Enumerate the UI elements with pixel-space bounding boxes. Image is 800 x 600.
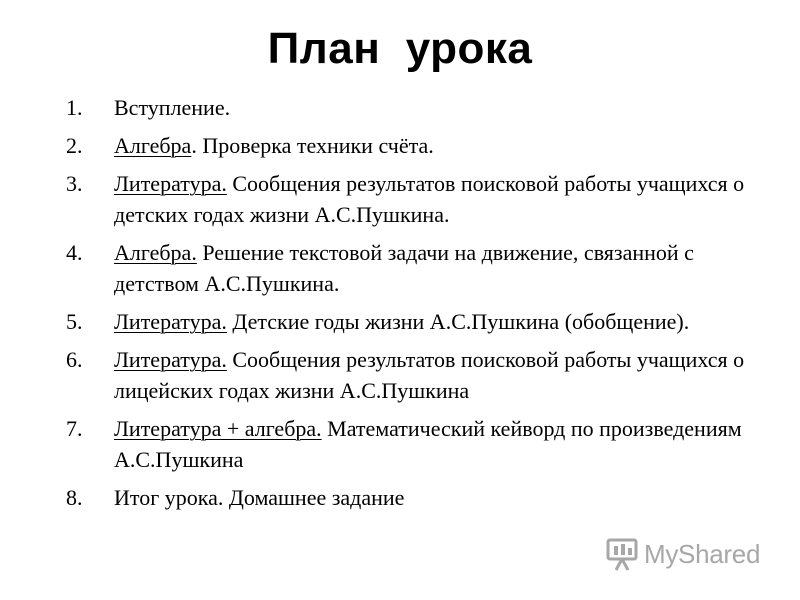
plan-item-4 <box>66 237 766 299</box>
item-text-wrapper <box>114 168 766 230</box>
item-subject: Литература. <box>114 171 227 196</box>
item-number: 6. <box>66 347 83 372</box>
item-subject: Литература. <box>114 309 227 334</box>
item-number: 7. <box>66 416 83 441</box>
plan-item-2 <box>66 130 766 161</box>
plan-item-1 <box>66 92 766 123</box>
item-text-wrapper <box>114 92 766 123</box>
item-text-wrapper <box>114 306 766 337</box>
item-subject: Алгебра <box>114 133 192 158</box>
item-number: 5. <box>66 309 83 334</box>
item-description: Сообщения результатов поисковой работы учащихся о детских годах жизни А.С.Пушкина. <box>114 171 745 227</box>
plan-item-6 <box>66 344 766 406</box>
item-number: 2. <box>66 133 83 158</box>
plan-item-7 <box>66 413 766 475</box>
plan-item-8 <box>66 482 766 513</box>
item-description: Вступление. <box>114 95 231 120</box>
item-description: Итог урока. Домашнее задание <box>114 485 405 510</box>
item-number: 8. <box>66 485 83 510</box>
myshared-watermark <box>606 536 760 572</box>
plan-item-3 <box>66 168 766 230</box>
item-subject: Литература. <box>114 347 227 372</box>
item-text-wrapper <box>114 237 766 299</box>
item-number: 3. <box>66 171 83 196</box>
item-subject: Алгебра. <box>114 240 197 265</box>
slide-title: План урока <box>267 24 533 73</box>
item-text-wrapper <box>114 130 766 161</box>
item-description: Детские годы жизни А.С.Пушкина (обобщение). <box>226 309 690 334</box>
item-description: Математический кейворд по произведениям А.С.Пушкина <box>114 416 742 472</box>
item-text-wrapper <box>114 413 766 475</box>
plan-item-5 <box>66 306 766 337</box>
item-description: Сообщения результатов поисковой работы учащихся о лицейских годах жизни А.С.Пушкина <box>114 347 745 403</box>
item-number: 1. <box>66 95 83 120</box>
presentation-board-icon <box>606 537 638 571</box>
item-text-wrapper <box>114 344 766 406</box>
watermark-text: MyShared <box>644 538 761 569</box>
item-subject: Литература + алгебра. <box>114 416 322 441</box>
item-description: . Проверка техники счёта. <box>191 133 434 158</box>
item-description: Решение текстовой задачи на движение, связанной с детством А.С.Пушкина. <box>114 240 694 296</box>
lesson-plan-list <box>66 92 766 520</box>
item-text-wrapper <box>114 482 766 513</box>
item-number: 4. <box>66 240 83 265</box>
